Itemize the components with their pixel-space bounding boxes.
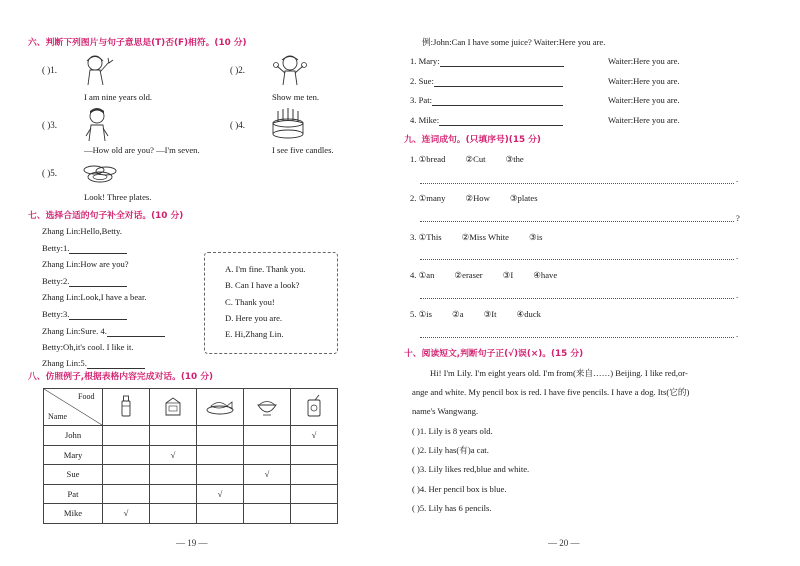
cell-mark (197, 426, 244, 446)
corner-food-label: Food (78, 392, 95, 401)
s10-passage-line-1: Hi! I'm Lily. I'm eight years old. I'm from(来自……) Beijing. I like red,or- (430, 368, 688, 378)
s8-example: 例:John:Can I have some juice? Waiter:Here you are. (422, 37, 606, 47)
s8-item-2-question: 2. Sue: (410, 76, 563, 87)
corner-cell (44, 389, 103, 426)
s10-item-4: ( )4. Her pencil box is blue. (412, 484, 507, 494)
section-7-heading: 七、选择合适的句子补全对话。(10 分) (28, 211, 184, 221)
header-juice-box (150, 389, 197, 426)
cell-mark (103, 465, 150, 485)
s7-dialogue-line-8: Betty:Oh,it's cool. I like it. (42, 342, 134, 352)
milk-bottle-icon (119, 395, 133, 417)
cell-mark: √ (103, 504, 150, 524)
cell-mark (197, 504, 244, 524)
cell-mark (150, 504, 197, 524)
option-b: B. Can I have a look? (225, 280, 300, 290)
cell-mark: √ (291, 426, 338, 446)
table-row (44, 484, 338, 504)
birthday-cake-icon (270, 106, 306, 140)
section-10-heading: 十、阅读短文,判断句子正(√)误(×)。(15 分) (404, 349, 584, 359)
cell-mark (150, 426, 197, 446)
s7-dialogue-line-3: Zhang Lin:How are you? (42, 259, 129, 269)
header-milk (103, 389, 150, 426)
boy-icon (82, 106, 112, 142)
s8-item-4-question: 4. Mike: (410, 115, 563, 126)
rice-bowl-icon (255, 395, 279, 417)
s6-item-3-sentence: —How old are you? —I'm seven. (84, 145, 200, 155)
s6-item-1-sentence: I am nine years old. (84, 92, 153, 102)
s7-dialogue-line-1: Zhang Lin:Hello,Betty. (42, 226, 122, 236)
s6-item-2-sentence: Show me ten. (272, 92, 320, 102)
s10-item-5: ( )5. Lily has 6 pencils. (412, 503, 492, 513)
cell-mark (150, 465, 197, 485)
cell-mark (291, 484, 338, 504)
cell-mark: √ (244, 465, 291, 485)
s9-item-3-words: 3. ①This ②Miss White ③is (410, 232, 543, 242)
s9-item-1-words: 1. ①bread ②Cut ③the (410, 154, 524, 164)
section-6-heading: 六、判断下列图片与句子意思是(T)否(F)相符。(10 分) (28, 38, 247, 48)
cell-mark (244, 504, 291, 524)
table-row (44, 445, 338, 465)
row-name: Mary (44, 445, 103, 465)
cell-mark (103, 426, 150, 446)
s9-item-1-end: . (736, 174, 739, 184)
s7-dialogue-line-4: Betty:2. (42, 276, 127, 287)
s10-item-2: ( )2. Lily has(有)a cat. (412, 445, 489, 455)
girl-showing-hands-icon (272, 52, 312, 86)
cell-mark (150, 484, 197, 504)
s6-item-3-number: ( )3. (42, 120, 57, 130)
cell-mark (197, 465, 244, 485)
s8-item-4-answer: Waiter:Here you are. (608, 115, 680, 125)
s9-item-5-end: . (736, 329, 739, 339)
cell-mark (103, 484, 150, 504)
table-header-row (44, 389, 338, 426)
s9-item-2-answer-line (420, 221, 734, 222)
fish-plate-icon (205, 395, 235, 417)
row-name: Sue (44, 465, 103, 485)
s9-item-4-words: 4. ①an ②eraser ③I ④have (410, 270, 558, 280)
table-row (44, 426, 338, 446)
s8-item-2-answer: Waiter:Here you are. (608, 76, 680, 86)
right-page (400, 0, 800, 566)
s9-item-1-answer-line (420, 183, 734, 184)
s6-item-4-sentence: I see five candles. (272, 145, 334, 155)
cell-mark (244, 484, 291, 504)
s7-dialogue-line-9: Zhang Lin:5. (42, 358, 145, 369)
row-name: Mike (44, 504, 103, 524)
s9-item-4-answer-line (420, 298, 734, 299)
cell-mark (197, 445, 244, 465)
option-a: A. I'm fine. Thank you. (225, 264, 306, 274)
page-number-right: — 20 — (548, 538, 580, 548)
cell-mark (103, 445, 150, 465)
s9-item-3-end: . (736, 251, 739, 261)
section-8-heading: 八、仿照例子,根据表格内容完成对话。(10 分) (28, 372, 214, 382)
header-fish (197, 389, 244, 426)
s6-item-2-number: ( )2. (230, 65, 245, 75)
s10-item-3: ( )3. Lily likes red,blue and white. (412, 464, 530, 474)
cell-mark (291, 445, 338, 465)
s6-item-4-number: ( )4. (230, 120, 245, 130)
option-d: D. Here you are. (225, 313, 283, 323)
header-juice-can (291, 389, 338, 426)
option-e: E. Hi,Zhang Lin. (225, 329, 284, 339)
food-table (43, 388, 338, 524)
cell-mark: √ (197, 484, 244, 504)
s9-item-3-answer-line (420, 259, 734, 260)
s9-item-2-end: ? (736, 213, 740, 223)
s7-dialogue-line-7: Zhang Lin:Sure. 4. (42, 326, 165, 337)
header-rice (244, 389, 291, 426)
s10-passage-line-2: ange and white. My pencil box is red. I have five pencils. I have a dog. Its(它的) (412, 387, 690, 397)
s8-item-3-answer: Waiter:Here you are. (608, 95, 680, 105)
page-number-left: — 19 — (176, 538, 208, 548)
options-box (204, 252, 338, 354)
s6-item-1-number: ( )1. (42, 65, 57, 75)
s6-item-5-number: ( )5. (42, 168, 57, 178)
three-plates-icon (82, 162, 118, 184)
girl-waving-icon (78, 52, 120, 86)
cell-mark (291, 504, 338, 524)
s9-item-5-answer-line (420, 337, 734, 338)
s8-item-1-question: 1. Mary: (410, 56, 564, 67)
row-name: John (44, 426, 103, 446)
s6-item-5-sentence: Look! Three plates. (84, 192, 152, 202)
s7-dialogue-line-5: Zhang Lin:Look,I have a bear. (42, 292, 147, 302)
row-name: Pat (44, 484, 103, 504)
cell-mark (291, 465, 338, 485)
cell-mark (244, 426, 291, 446)
s8-item-1-answer: Waiter:Here you are. (608, 56, 680, 66)
s10-passage-line-3: name's Wangwang. (412, 406, 479, 416)
s7-dialogue-line-6: Betty:3. (42, 309, 127, 320)
s9-item-5-words: 5. ①is ②a ③It ④duck (410, 309, 541, 319)
option-c: C. Thank you! (225, 297, 275, 307)
s9-item-2-words: 2. ①many ②How ③plates (410, 193, 538, 203)
cell-mark: √ (150, 445, 197, 465)
table-row (44, 504, 338, 524)
table-row (44, 465, 338, 485)
cell-mark (244, 445, 291, 465)
juice-box-icon (163, 395, 183, 417)
juice-can-icon (305, 395, 323, 417)
section-9-heading: 九、连词成句。(只填序号)(15 分) (404, 135, 541, 145)
s10-item-1: ( )1. Lily is 8 years old. (412, 426, 493, 436)
corner-name-label: Name (48, 412, 68, 421)
s7-dialogue-line-2: Betty:1. (42, 243, 127, 254)
s9-item-4-end: . (736, 290, 739, 300)
s8-item-3-question: 3. Pat: (410, 95, 563, 106)
